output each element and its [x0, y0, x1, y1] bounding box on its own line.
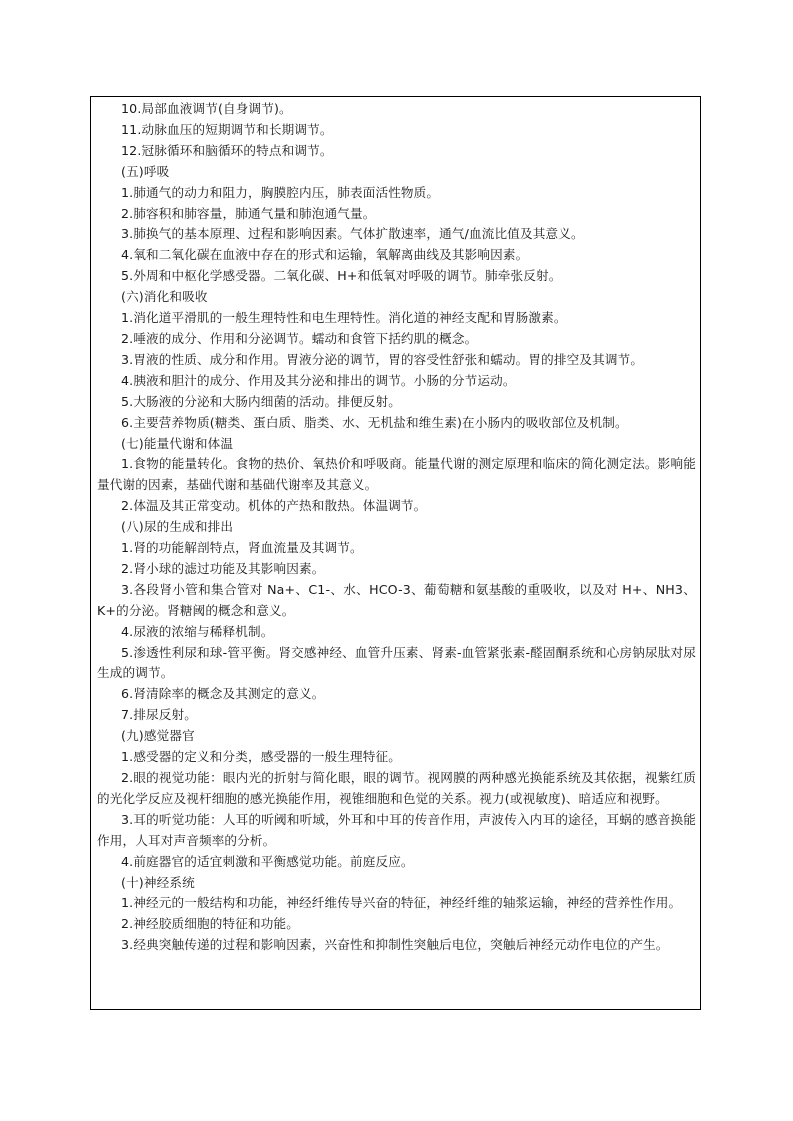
urine-item-1: 1.肾的功能解剖特点，肾血流量及其调节。	[121, 540, 363, 556]
urine-item-6: 6.肾清除率的概念及其测定的意义。	[121, 686, 325, 702]
sensory-item-2: 2.眼的视觉功能：眼内光的折射与简化眼，眼的调节。视网膜的两种感光换能系统及其依据，视紫红质的光化学反应及视杆细胞的感光换能作用，视锥细胞和色觉的关系。视力(或视敏度)、暗适应和视野。	[97, 770, 696, 806]
section-heading-respiration: (五)呼吸	[121, 163, 170, 179]
sensory-item-3: 3.耳的听觉功能：人耳的听阈和听域，外耳和中耳的传音作用，声波传入内耳的途径，耳蜗的感音换能作用，人耳对声音频率的分析。	[97, 811, 696, 848]
respiration-item-3: 3.肺换气的基本原理、过程和影响因素。气体扩散速率，通气/血流比值及其意义。	[121, 226, 584, 242]
digestion-item-1: 1.消化道平滑肌的一般生理特性和电生理特性。消化道的神经支配和胃肠激素。	[121, 310, 567, 326]
content-table-cell	[90, 96, 701, 1010]
respiration-item-1: 1.肺通气的动力和阻力，胸膜腔内压，肺表面活性物质。	[121, 184, 440, 200]
section-heading-sensory-organs: (九)感觉器官	[121, 728, 195, 744]
sensory-item-1: 1.感受器的定义和分类，感受器的一般生理特征。	[121, 749, 401, 765]
digestion-item-5: 5.大肠液的分泌和大肠内细菌的活动。排便反射。	[121, 393, 401, 409]
digestion-item-4: 4.胰液和胆汁的成分、作用及其分泌和排出的调节。小肠的分节运动。	[121, 372, 516, 388]
urine-item-2: 2.肾小球的滤过功能及其影响因素。	[121, 560, 325, 576]
section-heading-energy-metabolism: (七)能量代谢和体温	[121, 435, 234, 451]
digestion-item-2: 2.唾液的成分、作用和分泌调节。蠕动和食管下括约肌的概念。	[121, 330, 478, 346]
item-12-coronary-cerebral-circulation: 12.冠脉循环和脑循环的特点和调节。	[121, 142, 333, 158]
urine-item-7: 7.排尿反射。	[121, 707, 198, 723]
urine-item-3: 3.各段肾小管和集合管对 Na+、C1-、水、HCO-3、葡萄糖和氨基酸的重吸收，以及对 H+、NH3、K+的分泌。肾糖阈的概念和意义。	[97, 581, 696, 618]
respiration-item-4: 4.氧和二氧化碳在血液中存在的形式和运输，氧解离曲线及其影响因素。	[121, 247, 529, 263]
respiration-item-5: 5.外周和中枢化学感受器。二氧化碳、H+和低氧对呼吸的调节。肺牵张反射。	[121, 268, 562, 284]
section-heading-urine: (八)尿的生成和排出	[121, 519, 234, 535]
item-11-arterial-pressure-regulation: 11.动脉血压的短期调节和长期调节。	[121, 121, 333, 137]
nervous-item-1: 1.神经元的一般结构和功能，神经纤维传导兴奋的特征，神经纤维的轴浆运输，神经的营养性作用。	[121, 895, 682, 911]
item-10-local-blood-regulation: 10.局部血液调节(自身调节)。	[121, 101, 292, 116]
section-heading-nervous-system: (十)神经系统	[121, 874, 195, 890]
nervous-item-2: 2.神经胶质细胞的特征和功能。	[121, 916, 299, 932]
respiration-item-2: 2.肺容积和肺容量，肺通气量和肺泡通气量。	[121, 205, 376, 221]
urine-item-5: 5.渗透性利尿和球-管平衡。肾交感神经、血管升压素、肾素-血管紧张素-醛固酮系统和心房钠尿肽对尿生成的调节。	[97, 644, 696, 681]
urine-item-4: 4.尿液的浓缩与稀释机制。	[121, 623, 274, 639]
digestion-item-6: 6.主要营养物质(糖类、蛋白质、脂类、水、无机盐和维生素)在小肠内的吸收部位及机制。	[121, 414, 628, 430]
nervous-item-3: 3.经典突触传递的过程和影响因素，兴奋性和抑制性突触后电位，突触后神经元动作电位的产生。	[121, 937, 669, 953]
section-heading-digestion: (六)消化和吸收	[121, 289, 208, 305]
digestion-item-3: 3.胃液的性质、成分和作用。胃液分泌的调节，胃的容受性舒张和蠕动。胃的排空及其调节。	[121, 351, 644, 367]
energy-item-1: 1.食物的能量转化。食物的热价、氧热价和呼吸商。能量代谢的测定原理和临床的简化测定法。影响能量代谢的因素，基础代谢和基础代谢率及其意义。	[97, 456, 696, 493]
sensory-item-4: 4.前庭器官的适宜刺激和平衡感觉功能。前庭反应。	[121, 853, 414, 869]
energy-item-2: 2.体温及其正常变动。机体的产热和散热。体温调节。	[121, 498, 427, 514]
